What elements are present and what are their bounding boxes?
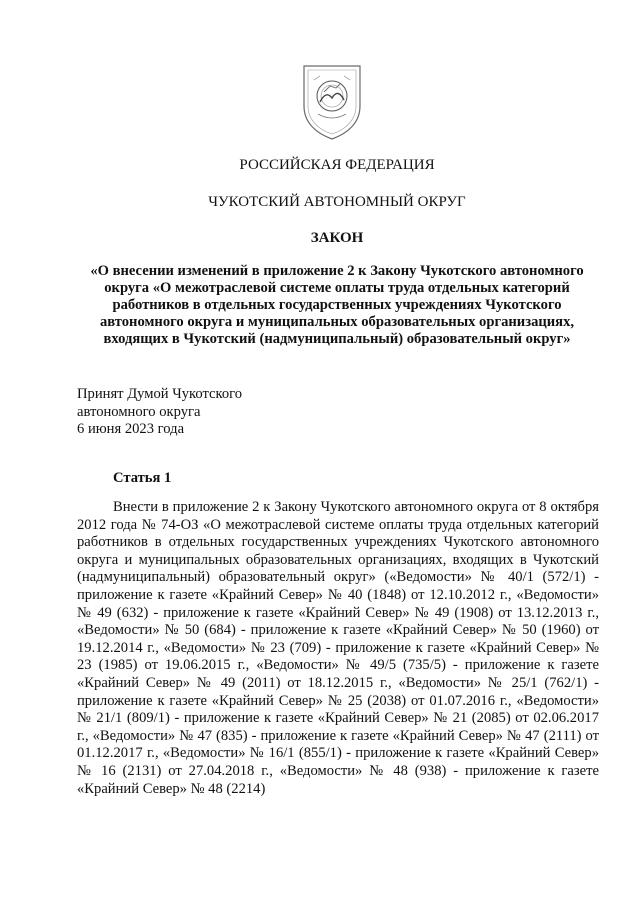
article-heading: Статья 1 bbox=[113, 470, 172, 486]
adoption-date: 6 июня 2023 года bbox=[77, 421, 185, 437]
document-type: ЗАКОН bbox=[310, 230, 364, 246]
region-name: ЧУКОТСКИЙ АВТОНОМНЫЙ ОКРУГ bbox=[208, 194, 466, 210]
adoption-line: Принят Думой Чукотского bbox=[77, 386, 243, 402]
chukotka-coat-of-arms-icon bbox=[300, 62, 364, 142]
article-text: Внести в приложение 2 к Закону Чукотского автономного округа от 8 октября 2012 года № 74-ОЗ «О межотраслевой системе оплаты труда отдельных категорий работников в отдельных государственных учреждениях Чукотского автономного округа и муниципальных образовательных организациях, входящих в Чукотский (надмуниципальный) образовательный округ» («Ведомости» № 40/1 (572/1) - приложение к газете «Крайний Север» № 40 (1848) от 12.10.2012 г., «Ведомости» № 49 (632) - приложение к газете «Крайний Север» № 49 (1908) от 13.12.2013 г., «Ведомости» № 50 (684) - приложение к газете «Крайний Север» № 50 (1960) от 19.12.2014 г., «Ведомости» № 23 (709) - приложение к газете «Крайний Север» № 23 (1985) от 19.06.2015 г., «Ведомости» № 49/5 (735/5) - приложение к газете «Крайний Север» № 49 (2011) от 18.12.2015 г., «Ведомости» № 25/1 (762/1) - приложение к газете «Крайний Север» № 25 (2038) от 01.07.2016 г., «Ведомости» № 21/1 (809/1) - приложение к газете «Крайний Север» № 21 (2085) от 02.06.2017 г., «Ведомости» № 47 (835) - приложение к газете «Крайний Север» № 47 (2111) от 01.12.2017 г., «Ведомости» № 16/1 (855/1) - приложение к газете «Крайний Север» № 16 (2131) от 27.04.2018 г., «Ведомости» № 48 (938) - приложение к газете «Крайний Север» № 48 (2214) bbox=[77, 499, 599, 797]
state-name: РОССИЙСКАЯ ФЕДЕРАЦИЯ bbox=[239, 157, 435, 173]
adoption-line: автономного округа bbox=[77, 403, 201, 420]
law-title: «О внесении изменений в приложение 2 к Закону Чукотского автономного округа «О межотраслевой системе оплаты труда отдельных категорий работников в отдельных государственных учреждениях Чукотского автономного округа и муниципальных образовательных организациях, входящих в Чукотский (надмуниципальный) образовательный округ» bbox=[90, 263, 584, 347]
adoption-block bbox=[77, 386, 242, 439]
